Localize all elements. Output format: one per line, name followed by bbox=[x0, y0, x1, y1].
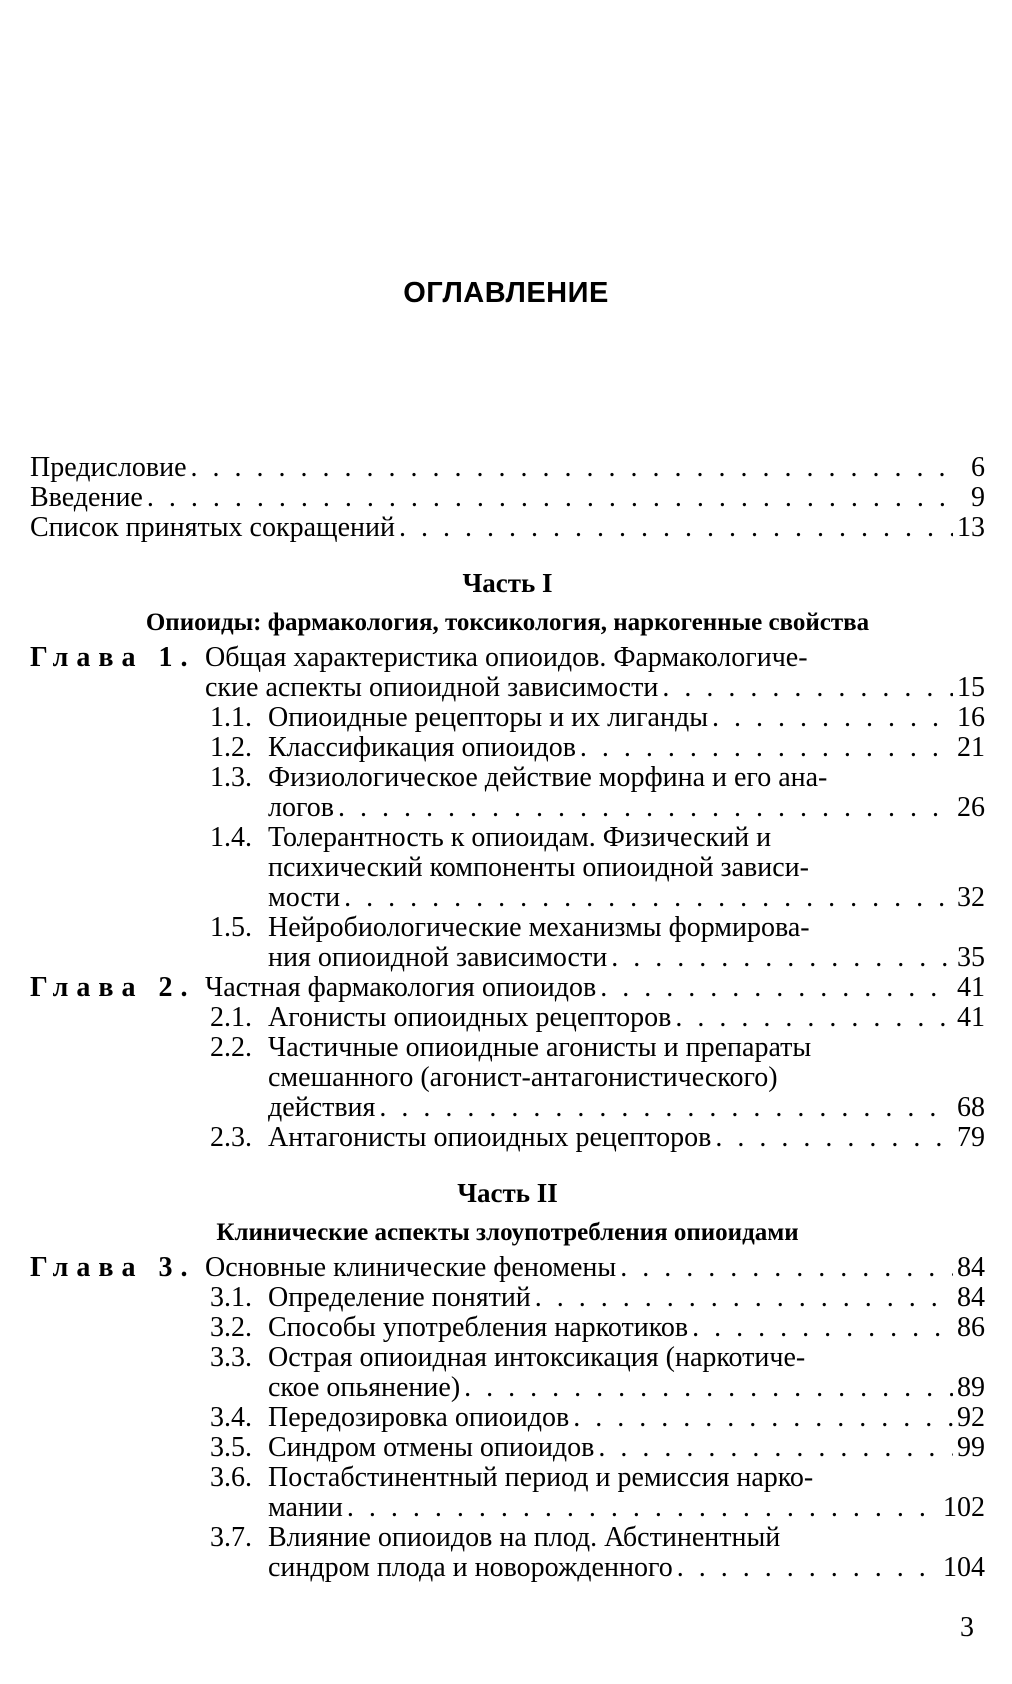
toc-page-number: 6 bbox=[971, 452, 985, 483]
section-title: психический компоненты опиоидной зависи- bbox=[268, 852, 809, 883]
toc-entry-preface[interactable] bbox=[30, 453, 985, 483]
section-3-7-cont[interactable] bbox=[30, 1553, 985, 1583]
leader-dots bbox=[692, 1313, 953, 1343]
section-1-4-cont[interactable] bbox=[30, 853, 985, 883]
section-number: 2.2. bbox=[210, 1032, 252, 1063]
section-title: Опиоидные рецепторы и их лиганды bbox=[268, 702, 709, 733]
section-1-5-cont[interactable] bbox=[30, 943, 985, 973]
section-number: 3.2. bbox=[210, 1312, 252, 1343]
section-3-3[interactable] bbox=[30, 1343, 985, 1373]
section-3-3-cont[interactable] bbox=[30, 1373, 985, 1403]
section-number: 1.2. bbox=[210, 732, 252, 763]
section-number: 3.6. bbox=[210, 1462, 252, 1493]
section-title: действия bbox=[268, 1092, 376, 1123]
section-number: 3.1. bbox=[210, 1282, 252, 1313]
section-number: 1.3. bbox=[210, 762, 252, 793]
toc-page-number: 41 bbox=[957, 1002, 985, 1033]
toc-page-number: 15 bbox=[957, 672, 985, 703]
section-title: Способы употребления наркотиков bbox=[268, 1312, 689, 1343]
section-title: Определение понятий bbox=[268, 1282, 531, 1313]
section-title: Классификация опиоидов bbox=[268, 732, 576, 763]
chapter-title: Частная фармакология опиоидов bbox=[205, 972, 597, 1003]
section-title: ское опьянение) bbox=[268, 1372, 461, 1403]
toc-entry-text: Список принятых сокращений bbox=[30, 512, 395, 543]
section-number: 3.3. bbox=[210, 1342, 252, 1373]
section-title: мости bbox=[268, 882, 341, 913]
leader-dots bbox=[399, 513, 953, 543]
section-2-2-cont[interactable] bbox=[30, 1063, 985, 1093]
toc-page-number: 41 bbox=[957, 972, 985, 1003]
toc-entry-text: Предисловие bbox=[30, 452, 187, 483]
toc-page-number: 79 bbox=[957, 1122, 985, 1153]
leader-dots bbox=[620, 1253, 953, 1283]
chapter-title: Основные клинические феномены bbox=[205, 1252, 617, 1283]
section-2-1[interactable] bbox=[30, 1003, 985, 1033]
leader-dots bbox=[344, 883, 953, 913]
section-title: Агонисты опиоидных рецепторов bbox=[268, 1002, 672, 1033]
section-title: Физиологическое действие морфина и его ана- bbox=[268, 762, 828, 793]
section-title: Толерантность к опиоидам. Физический и bbox=[268, 822, 772, 853]
leader-dots bbox=[573, 1403, 953, 1433]
leader-dots bbox=[464, 1373, 953, 1403]
section-title: мании bbox=[268, 1492, 343, 1523]
toc-page-number: 9 bbox=[971, 482, 985, 513]
section-1-4-cont2[interactable] bbox=[30, 883, 985, 913]
toc-page-number: 102 bbox=[943, 1492, 985, 1523]
section-title: смешанного (агонист-антагонистического) bbox=[268, 1062, 778, 1093]
leader-dots bbox=[600, 973, 953, 1003]
part-2-subtitle: Клинические аспекты злоупотребления опиоидами bbox=[216, 1219, 799, 1246]
chapter-title: Общая характеристика опиоидов. Фармакологиче- bbox=[205, 642, 808, 673]
section-3-6[interactable] bbox=[30, 1463, 985, 1493]
section-title: Острая опиоидная интоксикация (наркотиче- bbox=[268, 1342, 806, 1373]
section-number: 2.3. bbox=[210, 1122, 252, 1153]
section-title: Частичные опиоидные агонисты и препараты bbox=[268, 1032, 812, 1063]
section-3-7[interactable] bbox=[30, 1523, 985, 1553]
toc-page-number: 68 bbox=[957, 1092, 985, 1123]
leader-dots bbox=[379, 1093, 953, 1123]
section-2-2[interactable] bbox=[30, 1033, 985, 1063]
section-1-2[interactable] bbox=[30, 733, 985, 763]
section-title: Синдром отмены опиоидов bbox=[268, 1432, 595, 1463]
section-title: логов bbox=[268, 792, 334, 823]
toc-page-number: 92 bbox=[957, 1402, 985, 1433]
chapter-2-heading[interactable] bbox=[30, 973, 985, 1003]
section-3-1[interactable] bbox=[30, 1283, 985, 1313]
leader-dots bbox=[611, 943, 953, 973]
section-2-2-cont2[interactable] bbox=[30, 1093, 985, 1123]
chapter-label: Глава 2. bbox=[30, 972, 196, 1003]
toc-page-number: 99 bbox=[957, 1432, 985, 1463]
section-3-5[interactable] bbox=[30, 1433, 985, 1463]
section-1-4[interactable] bbox=[30, 823, 985, 853]
section-number: 3.4. bbox=[210, 1402, 252, 1433]
toc-page-number: 84 bbox=[957, 1282, 985, 1313]
section-title: Постабстинентный период и ремиссия нарко- bbox=[268, 1462, 814, 1493]
toc-page-number: 89 bbox=[957, 1372, 985, 1403]
leader-dots bbox=[191, 453, 953, 483]
page-title: ОГЛАВЛЕНИЕ bbox=[403, 277, 609, 309]
section-3-4[interactable] bbox=[30, 1403, 985, 1433]
toc-page-number: 13 bbox=[957, 512, 985, 543]
leader-dots bbox=[715, 1123, 953, 1153]
page-number: 3 bbox=[960, 1612, 974, 1643]
toc-page-number: 35 bbox=[957, 942, 985, 973]
section-1-3[interactable] bbox=[30, 763, 985, 793]
leader-dots bbox=[598, 1433, 953, 1463]
chapter-1-heading[interactable] bbox=[30, 643, 985, 673]
section-2-3[interactable] bbox=[30, 1123, 985, 1153]
toc-page-number: 16 bbox=[957, 702, 985, 733]
leader-dots bbox=[677, 1553, 939, 1583]
part-1-subtitle: Опиоиды: фармакология, токсикология, наркогенные свойства bbox=[145, 609, 870, 636]
toc-entry-abbreviations[interactable] bbox=[30, 513, 985, 543]
leader-dots bbox=[580, 733, 953, 763]
section-number: 1.1. bbox=[210, 702, 252, 733]
section-number: 3.5. bbox=[210, 1432, 252, 1463]
toc-entry-text: Введение bbox=[30, 482, 143, 513]
toc-page-number: 84 bbox=[957, 1252, 985, 1283]
toc-entry-introduction[interactable] bbox=[30, 483, 985, 513]
chapter-3-heading[interactable] bbox=[30, 1253, 985, 1283]
toc-page-number: 86 bbox=[957, 1312, 985, 1343]
part-1-title: Часть I bbox=[462, 568, 553, 598]
section-1-5[interactable] bbox=[30, 913, 985, 943]
chapter-label: Глава 3. bbox=[30, 1252, 196, 1283]
toc-page-number: 104 bbox=[943, 1552, 985, 1583]
section-title: Антагонисты опиоидных рецепторов bbox=[268, 1122, 712, 1153]
section-title: синдром плода и новорожденного bbox=[268, 1552, 673, 1583]
toc-page-number: 32 bbox=[957, 882, 985, 913]
toc-entry-text: ские аспекты опиоидной зависимости bbox=[205, 672, 659, 703]
section-number: 3.7. bbox=[210, 1522, 252, 1553]
chapter-label: Глава 1. bbox=[30, 642, 196, 673]
section-title: Влияние опиоидов на плод. Абстинентный bbox=[268, 1522, 781, 1553]
leader-dots bbox=[662, 673, 953, 703]
leader-dots bbox=[712, 703, 953, 733]
section-1-3-cont[interactable] bbox=[30, 793, 985, 823]
section-number: 2.1. bbox=[210, 1002, 252, 1033]
section-number: 1.4. bbox=[210, 822, 252, 853]
leader-dots bbox=[675, 1003, 953, 1033]
toc-page-number: 26 bbox=[957, 792, 985, 823]
section-title: Нейробиологические механизмы формирова- bbox=[268, 912, 810, 943]
toc-page-number: 21 bbox=[957, 732, 985, 763]
leader-dots bbox=[147, 483, 953, 513]
section-title: ния опиоидной зависимости bbox=[268, 942, 608, 973]
section-3-2[interactable] bbox=[30, 1313, 985, 1343]
leader-dots bbox=[338, 793, 953, 823]
chapter-1-heading-cont[interactable] bbox=[30, 673, 985, 703]
section-1-1[interactable] bbox=[30, 703, 985, 733]
leader-dots bbox=[347, 1493, 939, 1523]
leader-dots bbox=[535, 1283, 953, 1313]
part-2-title: Часть II bbox=[457, 1178, 558, 1208]
section-number: 1.5. bbox=[210, 912, 252, 943]
section-title: Передозировка опиоидов bbox=[268, 1402, 570, 1433]
section-3-6-cont[interactable] bbox=[30, 1493, 985, 1523]
table-of-contents bbox=[30, 453, 985, 1583]
